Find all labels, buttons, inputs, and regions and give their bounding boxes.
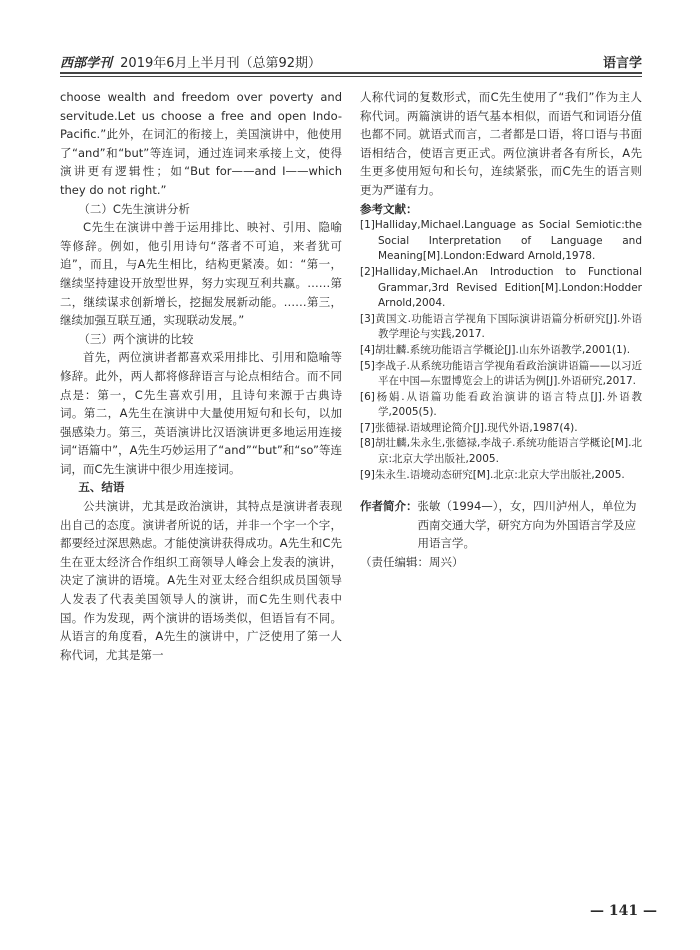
header-left: [60, 52, 321, 71]
paragraph-continued: choose wealth and freedom over poverty and servitude.Let us choose a free and open Indo-Pacific.”此外，在词汇的衔接上，美国演讲中，他使用了“and”和“but”等连词，通过连词来承接上文，使得演讲更有逻辑性；如“But for——and I——which they do not right.”: [60, 90, 342, 197]
reference-item: [3]黄国文.功能语言学视角下国际演讲语篇分析研究[J].外语教学理论与实践,2017.: [360, 312, 642, 341]
issue-info: 2019年6月上半月刊（总第92期）: [120, 56, 322, 71]
reference-item: [2]Halliday,Michael.An Introduction to Functional Grammar,3rd Revised Edition[M].London:Hodder Arnold,2004.: [360, 265, 642, 310]
reference-item: [4]胡壮麟.系统功能语言学概论[J].山东外语教学,2001(1).: [360, 343, 631, 356]
right-column: [360, 88, 642, 572]
responsible-editor: （责任编辑：周兴）: [360, 555, 464, 570]
paragraph-conclusion-continued: 人称代词的复数形式，而C先生使用了“我们”作为主人称代词。两篇演讲的语气基本相似，而语气和词语分值也都不同。就语式而言，二者都是口语，将口语与书面语相结合，使语言更正式。两位演讲者各有所长，A先生更多使用短句和长句，连续紧张，而C先生的语言则更为严谨有力。: [360, 90, 642, 197]
subheading-comparison: （三）两个演讲的比较: [78, 331, 194, 346]
section-heading-conclusion: 五、结语: [78, 480, 125, 495]
paragraph-comparison: 首先，两位演讲者都喜欢采用排比、引用和隐喻等修辞。此外，两人都将修辞语言与论点相结合。而不同点是：第一，C先生喜欢引用，且诗句来源于古典诗词。第二，A先生在演讲中大量使用短句和长句，以加强感染力。第三，英语演讲比汉语演讲更多地运用连接词“语篇中”，A先生巧妙运用了“and”“but”和“so”等连词，而C先生演讲中很少用连接词。: [60, 350, 342, 476]
reference-item: [7]张德禄.语域理论简介[J].现代外语,1987(4).: [360, 421, 578, 434]
paragraph-conclusion: 公共演讲，尤其是政治演讲，其特点是演讲者表现出自己的态度。演讲者所说的话，并非一个字一个字，都要经过深思熟虑。才能使演讲获得成功。A先生和C先生在亚太经济合作组织工商领导人峰会上发表的演讲，决定了演讲的语境。A先生对亚太经合组织成员国领导人发表了代表美国领导人的演讲，而C先生则代表中国。作为发现，两个演讲的语场类似，但语旨有不同。从语言的角度看，A先生的演讲中，广泛使用了第一人称代词，尤其是第一: [60, 499, 342, 662]
header-rule-thick: [60, 72, 642, 74]
section-label: 语言学: [602, 56, 642, 71]
page-number: — 141 —: [590, 903, 657, 919]
reference-item: [8]胡壮麟,朱永生,张德禄,李战子.系统功能语言学概论[M].北京:北京大学出版社,2005.: [360, 437, 642, 466]
reference-item: [5]李战子.从系统功能语言学视角看政治演讲语篇——以习近平在中国—东盟博览会上的讲话为例[J].外语研究,2017.: [360, 359, 642, 388]
journal-name: 西部学刊: [60, 56, 113, 71]
header-rule-thin: [60, 76, 642, 77]
subheading-c-analysis: （二）C先生演讲分析: [78, 201, 190, 216]
left-column: [60, 88, 342, 664]
reference-item: [1]Halliday,Michael.Language as Social Semiotic:the Social Interpretation of Language and Meaning[M].London:Edward Arnold,1978.: [360, 219, 642, 263]
references-title: 参考文献：: [360, 201, 418, 216]
reference-item: [6]杨娟.从语篇功能看政治演讲的语言特点[J].外语教学,2005(5).: [360, 390, 642, 419]
author-bio-label: 作者简介：: [360, 499, 418, 514]
paragraph-c-analysis: C先生在演讲中善于运用排比、映衬、引用、隐喻等修辞。例如，他引用诗句“落者不可追，来者犹可追”，而且，与A先生相比，结构更紧凑。如：“第一，继续坚持建设开放型世界，努力实现互利共赢。……第二，继续谋求创新增长，挖掘发展新动能。……第三，继续加强互联互通，实现联动发展。”: [60, 220, 342, 328]
running-header: [60, 50, 642, 74]
author-bio-text: 张敏（1994—），女，四川泸州人，单位为西南交通大学，研究方向为外国语言学及应用语言学。: [417, 499, 637, 551]
reference-list: [360, 218, 642, 483]
reference-item: [9]朱永生.语境动态研究[M].北京:北京大学出版社,2005.: [360, 468, 625, 481]
author-bio: [360, 497, 642, 553]
